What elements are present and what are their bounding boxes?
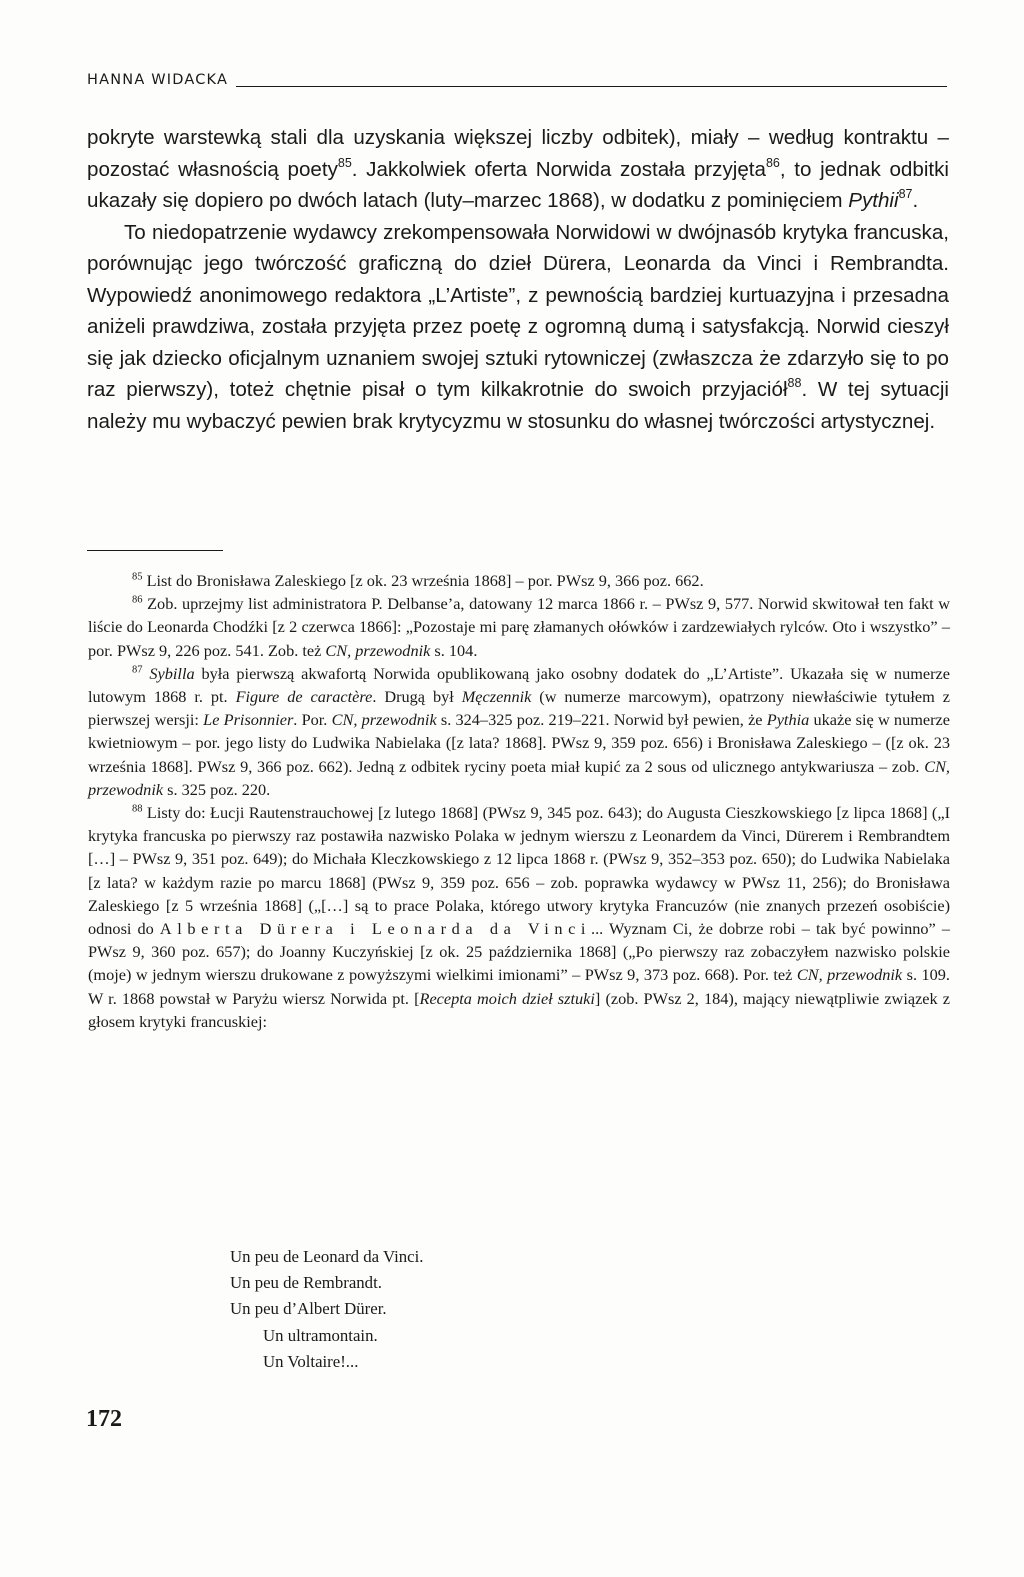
text-run: . Jakkolwiek oferta Norwida została przyjęta: [351, 157, 766, 181]
footnote-ref-86: 86: [765, 155, 780, 170]
footnote-number: 85: [132, 571, 143, 583]
header-rule: [236, 86, 947, 87]
italic-ref: Recepta moich dzieł sztuki: [419, 988, 595, 1008]
footnote-number: 87: [132, 664, 143, 676]
text-run: , to jednak odbitki ukazały się dopiero po dwóch latach (luty–marzec 1868), w dodatku z pominięciem: [87, 157, 949, 212]
text-run: pokryte warstewką stali dla uzyskania większej liczby odbitek), miały – według kontraktu – pozostać własnością poety: [87, 126, 949, 181]
page-header: [87, 71, 947, 89]
footnote-86: [88, 592, 950, 662]
footnote-text: ukaże się w numerze kwietniowym – por. jego listy do Ludwika Nabielaka ([z lata? 1868]. PWsz 9, 359 poz. 656) i Bronisława Zaleskiego – ([z ok. 23 września 1868]. PWsz 9, 366 poz. 662). Jedną z odbitek ryciny poeta miał kupić za 2 sous od ulicznego antykwariusza – zob.: [88, 710, 950, 776]
poem-line: Un peu d’Albert Dürer.: [230, 1299, 387, 1319]
body-text: [87, 122, 949, 437]
poem-line: Un peu de Rembrandt.: [230, 1273, 382, 1293]
footnote-text: s. 324–325 poz. 219–221. Norwid był pewien, że: [436, 710, 767, 730]
footnote-text: ... Wyznam Ci, że dobrze robi – tak być powinno” – PWsz 9, 360 poz. 657); do Joanny Kuczyńskiej [z ok. 25 października 1868] („Po pierwszy raz zobaczyłem nazwisko polskie (moje) w jednym wierszu drukowane z powyższymi wielkimi imionami” – PWsz 9, 373 poz. 668). Por. też: [88, 919, 950, 985]
italic-ref: Sybilla: [149, 663, 195, 683]
poem-line: Un Voltaire!...: [263, 1351, 359, 1371]
running-head: HANNA WIDACKA: [87, 72, 229, 88]
footnote-text: List do Bronisława Zaleskiego [z ok. 23 września 1868] – por. PWsz 9, 366 poz. 662.: [142, 571, 704, 590]
italic-ref: CN, przewodnik: [796, 965, 903, 985]
page-number: 172: [86, 1406, 122, 1432]
italic-ref: Pythia: [766, 710, 810, 730]
footnote-number: 86: [132, 594, 143, 606]
footnote-ref-87: 87: [898, 187, 913, 202]
footnote-text: Zob. uprzejmy list administratora P. Delbanse’a, datowany 12 marca 1866 r. – PWsz 9, 577. Norwid skwitował ten fakt w liście do Leonarda Chodźki [z 2 czerwca 1866]: „Pozostaje mi parę złamanych ołówków i zardzewiałych rylców. Oto i wszystko” – por. PWsz 9, 226 poz. 541. Zob. też: [88, 594, 950, 660]
footnote-ref-88: 88: [787, 376, 802, 391]
footnote-text: . Por.: [293, 710, 332, 730]
italic-ref: Figure de caractère: [235, 687, 373, 707]
footnote-number: 88: [132, 803, 143, 815]
italic-ref: CN, przewodnik: [88, 756, 950, 799]
footnote-88: [88, 801, 950, 1033]
italic-ref: CN, przewodnik: [331, 710, 437, 730]
text-run: To niedopatrzenie wydawcy zrekompensowała Norwidowi w dwójnasób krytyka francuska, porównując jego twórczość graficzną do dzieł Dürera, Leonarda da Vinci i Rembrandta. Wypowiedź anonimowego redaktora „L’Artiste”, z pewnością bardziej kurtuazyjna i przesadna aniżeli prawdziwa, została przyjęta przez poetę z ogromną dumą i satysfakcją. Norwid cieszył się jak dziecko oficjalnym uznaniem swojej sztuki rytowniczej (zwłaszcza że zdarzyło się to po raz pierwszy), toteż chętnie pisał o tym kilkakrotnie do swoich przyjaciół: [87, 220, 949, 401]
footnote-text: s. 109. W r. 1868 powstał w Paryżu wiersz Norwida pt. [: [88, 965, 950, 1008]
footnote-text: (w numerze marcowym), opatrzony niewłaściwie tytułem z pierwszej wersji:: [88, 687, 950, 730]
poem-quote: [230, 1244, 423, 1375]
footnote-text: s. 104.: [430, 640, 478, 660]
footnote-text: Listy do: Łucji Rautenstrauchowej [z lutego 1868] (PWsz 9, 345 poz. 643); do Augusta Cieszkowskiego [z lipca 1868] („I krytyka francuska po pierwszy raz postawiła nazwisko Polaka w jednym wierszu z Leonardem da Vinci, Dürerem i Rembrandtem […] – PWsz 9, 351 poz. 649); do Michała Kleczkowskiego z 12 lipca 1868 r. (PWsz 9, 352–353 poz. 650); do Ludwika Nabielaka [z lata? w każdym razie po marcu 1868] (PWsz 9, 359 poz. 656 – zob. poprawka wydawcy w PWsz 11, 256); do Bronisława Zaleskiego [z 5 września 1868] („[…] są to prace Polaka, którego utwory krytyka Francuzów (nie znanych przezeń osobiście) odnosi do: [88, 803, 950, 939]
footnote-87: [88, 662, 950, 801]
footnote-text: była pierwszą akwafortą Norwida opublikowaną jako osobny dodatek do „L’Artiste”. Ukazała się w numerze lutowym 1868 r. pt.: [88, 663, 950, 707]
italic-title: Pythii: [848, 189, 899, 212]
paragraph-2: [87, 217, 949, 438]
spaced-emphasis: Alberta Dürera i Leonarda da Vinci: [159, 919, 592, 939]
italic-ref: Męczennik: [461, 687, 532, 707]
italic-ref: CN, przewodnik: [325, 640, 431, 660]
poem-line: Un peu de Leonard da Vinci.: [230, 1247, 424, 1266]
footnote-separator: [87, 550, 223, 551]
italic-ref: Le Prisonnier: [203, 710, 294, 730]
text-run: . W tej sytuacji należy mu wybaczyć pewien brak krytycyzmu w stosunku do własnej twórczości artystycznej.: [87, 378, 949, 433]
footnote-text: ] (zob. PWsz 2, 184), mający niewątpliwie związek z głosem krytyki francuskiej:: [88, 988, 951, 1031]
paragraph-1: [87, 122, 949, 217]
footnote-text: s. 325 poz. 220.: [163, 779, 271, 799]
footnote-85: [88, 569, 950, 592]
text-run: .: [912, 189, 919, 212]
footnote-ref-85: 85: [337, 155, 352, 170]
footnotes: [88, 569, 950, 1033]
poem-line: Un ultramontain.: [263, 1325, 378, 1345]
footnote-text: . Drugą był: [372, 687, 462, 707]
